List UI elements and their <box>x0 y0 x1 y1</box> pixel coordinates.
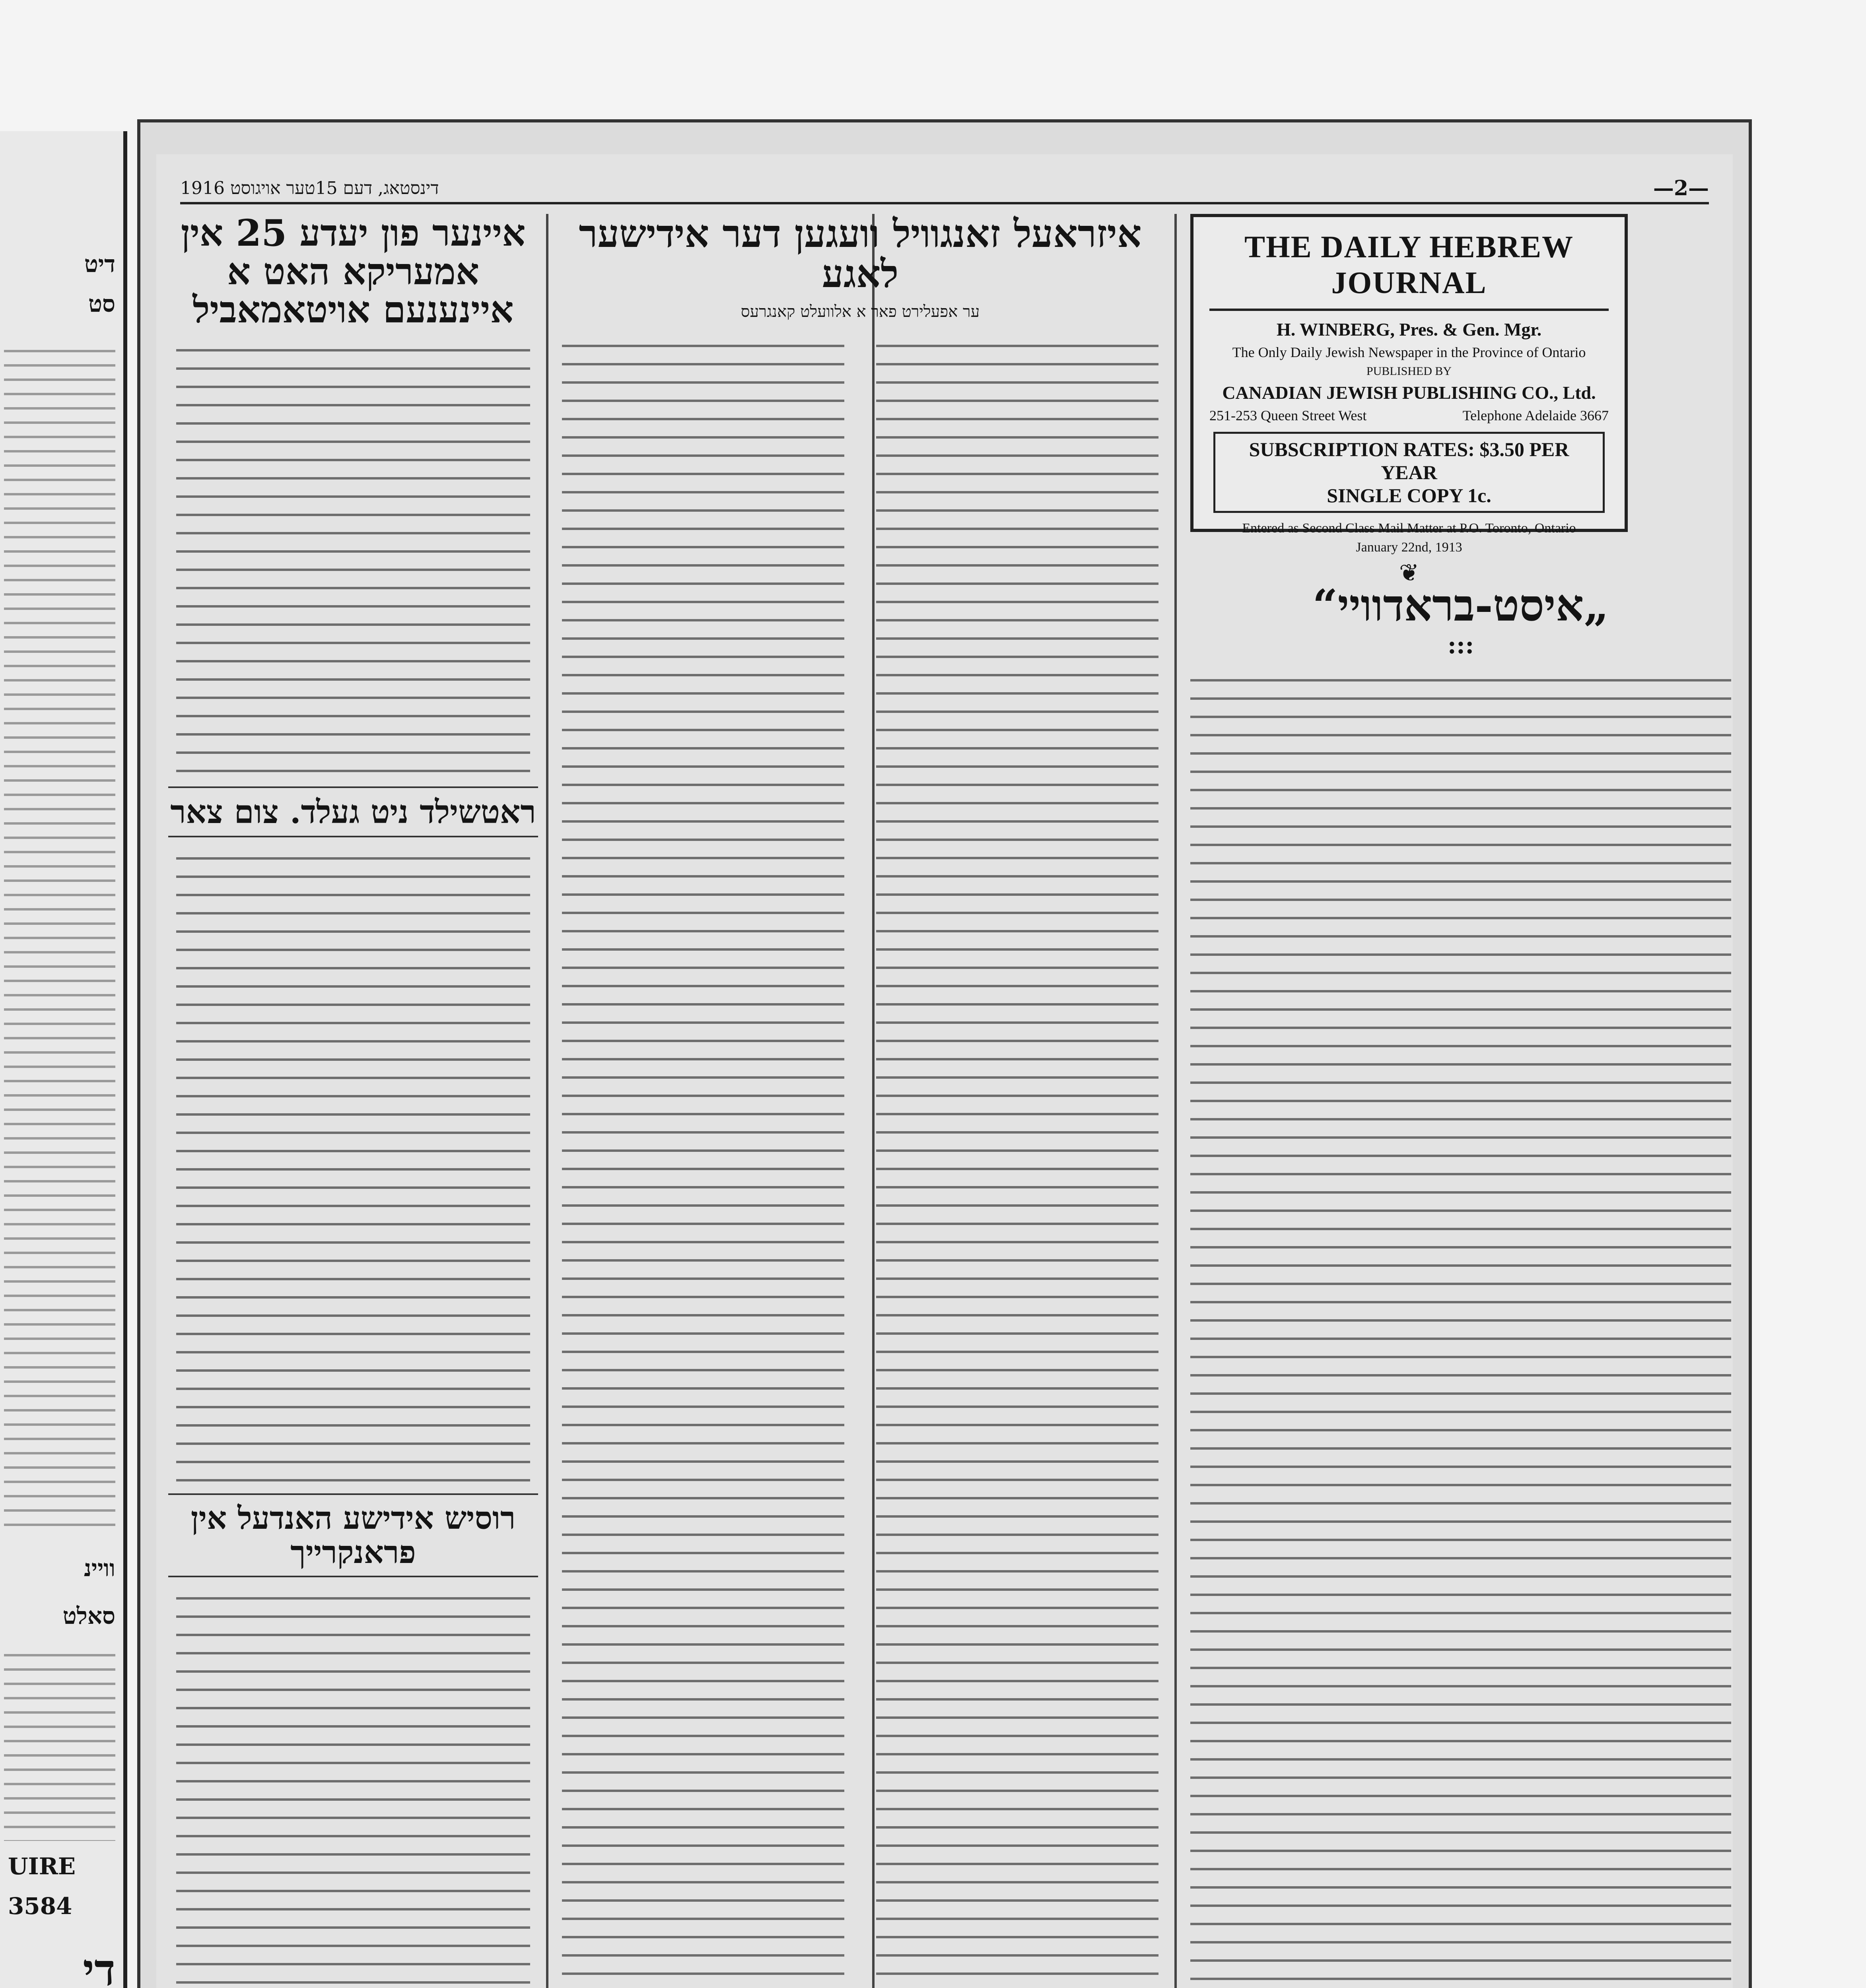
strip-ad: 3584 <box>8 1893 72 1920</box>
column-rule <box>546 214 548 1988</box>
running-head <box>180 174 1709 204</box>
strip-ad: סאלט <box>62 1602 115 1629</box>
masthead-rule <box>1209 309 1609 311</box>
masthead-address: 251-253 Queen Street West <box>1209 408 1367 423</box>
page-number: —2— <box>1653 176 1709 200</box>
subscription-box <box>1213 432 1605 513</box>
single-copy-price: SINGLE COPY 1c. <box>1327 484 1491 507</box>
mail-entry-date: January 22nd, 1913 <box>1356 540 1462 555</box>
editorial-title-text: „איסט-בראדוויי“ <box>1312 580 1609 631</box>
article-columns <box>554 333 1166 1988</box>
strip-text-lines <box>4 338 115 1531</box>
article-body <box>176 845 530 1481</box>
masthead <box>1190 214 1628 586</box>
article-body <box>176 337 530 775</box>
article-headline: רוסיש אידישע האנדעל אין פראנקרייך <box>168 1493 538 1578</box>
masthead-publisher: H. WINBERG, Pres. & Gen. Mgr. <box>1276 319 1542 340</box>
strip-word: דיט <box>84 250 115 278</box>
subscription-rate: SUBSCRIPTION RATES: $3.50 PER YEAR <box>1249 438 1569 483</box>
masthead-telephone: Telephone Adelaide 3667 <box>1462 408 1609 423</box>
masthead-published-by: PUBLISHED BY <box>1366 365 1452 378</box>
article-body <box>876 333 1158 1988</box>
masthead-company: CANADIAN JEWISH PUBLISHING CO., Ltd. <box>1222 382 1596 403</box>
column-middle <box>554 214 1166 1988</box>
ornament-icon: ::: <box>1447 631 1474 659</box>
editorial-title <box>1182 580 1739 659</box>
strip-word: סט <box>88 290 115 317</box>
editorial-body <box>1190 667 1731 1988</box>
article-byline: ער אפעלירט פאר א אלוועלט קאנגרעס <box>741 302 980 321</box>
strip-ad: UIRE <box>8 1853 76 1880</box>
strip-ad: די <box>83 1944 115 1988</box>
page-date: דינסטאג, דעם 15טער אויגוסט 1916 <box>180 178 439 198</box>
column-left <box>168 214 538 1988</box>
masthead-title: THE DAILY HEBREW JOURNAL <box>1244 229 1574 300</box>
masthead-contact <box>1209 407 1609 424</box>
column-rule <box>1174 214 1177 1988</box>
article-body <box>176 1585 530 1988</box>
ornament-icon: ❦ <box>1399 560 1419 586</box>
mail-entry-note: Entered as Second Class Mail Matter at P.O. Toronto, Ontario <box>1242 521 1576 536</box>
article-headline: ראטשילד ניט געלד. צום צאר <box>168 786 538 837</box>
newspaper-page <box>137 119 1752 1988</box>
adjacent-page-strip <box>0 131 127 1988</box>
strip-ad: וויינ <box>84 1555 115 1582</box>
article-headline: איינער פון יעדע 25 אין אמעריקא האט א איינענעם אויטאמאביל <box>181 214 526 332</box>
strip-text-lines <box>4 1642 115 1841</box>
article-body <box>562 333 844 1988</box>
masthead-tagline: The Only Daily Jewish Newspaper in the Province of Ontario <box>1232 344 1586 360</box>
article-headline: איזראעל זאנגוויל וועגען דער אידישער לאגע <box>579 214 1142 296</box>
